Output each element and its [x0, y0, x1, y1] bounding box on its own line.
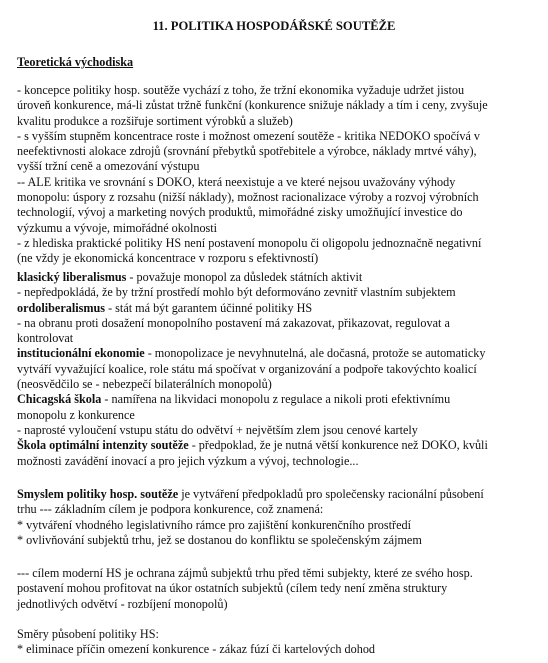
section-heading: Teoretická východiska [17, 55, 134, 69]
directions-paragraph [17, 627, 537, 658]
school-optimal-intensity [17, 438, 537, 453]
school-term: klasický liberalismus [17, 270, 127, 284]
bullet-item: * vytváření vhodného legislativního rámce pro zajištění konkurenčního prostředí [17, 517, 411, 532]
text-line: monopolu z konkurence [17, 407, 135, 422]
purpose-term: Smyslem politiky hosp. soutěže [17, 487, 179, 501]
school-description: - považuje monopol za důsledek státních aktivit [126, 270, 363, 284]
purpose-lead [17, 487, 537, 502]
text-line: výzkumu a vývoje, mimořádné okolnosti [17, 220, 218, 235]
text-line: jednotlivých odvětví - rozbíjení monopolů) [17, 596, 228, 611]
text-line: - koncepce politiky hosp. soutěže vychází z toho, že tržní ekonomika vyžaduje udržet jistou [17, 83, 465, 97]
school-term: Chicagská škola [17, 392, 102, 407]
school-institutional-economics [17, 346, 537, 361]
school-description: - monopolizace je nevyhnutelná, ale dočasná, protože se automaticky [144, 346, 486, 361]
page-title: 11. POLITIKA HOSPODÁŘSKÉ SOUTĚŽE [152, 19, 396, 33]
purpose-description: je vytváření předpokladů pro společensky racionální působení [178, 487, 484, 501]
text-line: technologií, vývoj a marketing nových produktů, mimořádné zisky umožňující investice do [17, 205, 463, 220]
school-term: institucionální ekonomie [17, 346, 145, 361]
text-line: (neosvědčilo se - nebezpečí bilaterálních monopolů) [17, 377, 272, 392]
text-line: možnosti zavádění inovací a pro jejich výzkum a vývoj, technologie... [17, 453, 359, 468]
school-term: ordoliberalismus [17, 300, 106, 315]
text-line: monopolu: úspory z rozsahu (nižší náklady), možnost racionalizace výroby a rozvoj výrobních [17, 190, 479, 205]
text-line: - naprosté vyloučení vstupu státu do odvětví + největším zlem jsou cenové kartely [17, 422, 418, 437]
text-line: --- cílem moderní HS je ochrana zájmů subjektů trhu před těmi subjekty, které ze svého hosp. [17, 566, 473, 580]
school-description: - předpoklad, že je nutná větší konkurence než DOKO, kvůli [188, 438, 488, 453]
goal-paragraph [17, 566, 537, 612]
school-chicago [17, 392, 537, 407]
bullet-item: * ovlivňování subjektů trhu, jež se dostanou do konfliktu se společenským zájmem [17, 532, 422, 547]
text-line: úroveň konkurence, má-li zůstat tržně funkční (konkurence snižuje náklady a tím i ceny, zvyšuje [17, 98, 488, 113]
text-line: - z hlediska praktické politiky HS není postavení monopolu či oligopolu jednoznačně negativní [17, 235, 482, 250]
text-line: (ne vždy je ekonomická koncentrace v rozporu s efektivností) [17, 251, 319, 266]
bullet-item: * eliminace příčin omezení konkurence - zákaz fúzí či kartelových dohod [17, 642, 376, 657]
school-term: Škola optimální intenzity soutěže [17, 438, 189, 453]
schools-paragraph [17, 270, 537, 469]
text-line: kontrolovat [17, 331, 74, 346]
text-line: vyšší tržní ceně a omezování výstupu [17, 159, 200, 174]
text-line: -- ALE kritika ve srovnání s DOKO, která neexistuje a ve které nejsou uvažovány výhody [17, 174, 456, 189]
school-classical-liberalism [17, 270, 537, 285]
text-line: neefektivnosti alokace zdrojů (srovnání přebytků spotřebitele a výrobce, náklady mrtvé váhy), [17, 144, 477, 159]
text-line: vytváří vyvažující koalice, role státu má spočívat v organizování a podpoře takovýchto koalicí [17, 361, 477, 376]
text-line: - s vyšším stupněm koncentrace roste i možnost omezení soutěže - kritika NEDOKO spočívá v [17, 128, 481, 143]
text-line: - na obranu proti dosažení monopolního postavení má zakazovat, přikazovat, regulovat a [17, 315, 450, 330]
school-description: - stát má být garantem účinné politiky HS [105, 300, 313, 315]
purpose-paragraph [17, 487, 537, 548]
intro-paragraph [17, 83, 537, 267]
school-description: - namířena na likvidaci monopolu z regulace a nikoli proti efektivnímu [101, 392, 451, 407]
school-ordoliberalism [17, 301, 537, 316]
text-line: postavení mohou profitovat na úkor ostatních subjektů (cílem tedy není změna struktury [17, 581, 448, 596]
text-line: kvalitu produkce a rozšiřuje sortiment výrobků a služeb) [17, 113, 293, 128]
text-line: trhu --- základním cílem je podpora konkurence, což znamená: [17, 502, 324, 517]
directions-heading: Směry působení politiky HS: [17, 627, 159, 641]
text-line: - nepředpokládá, že by tržní prostředí mohlo být deformováno zevnitř vlastním subjektem [17, 285, 456, 300]
